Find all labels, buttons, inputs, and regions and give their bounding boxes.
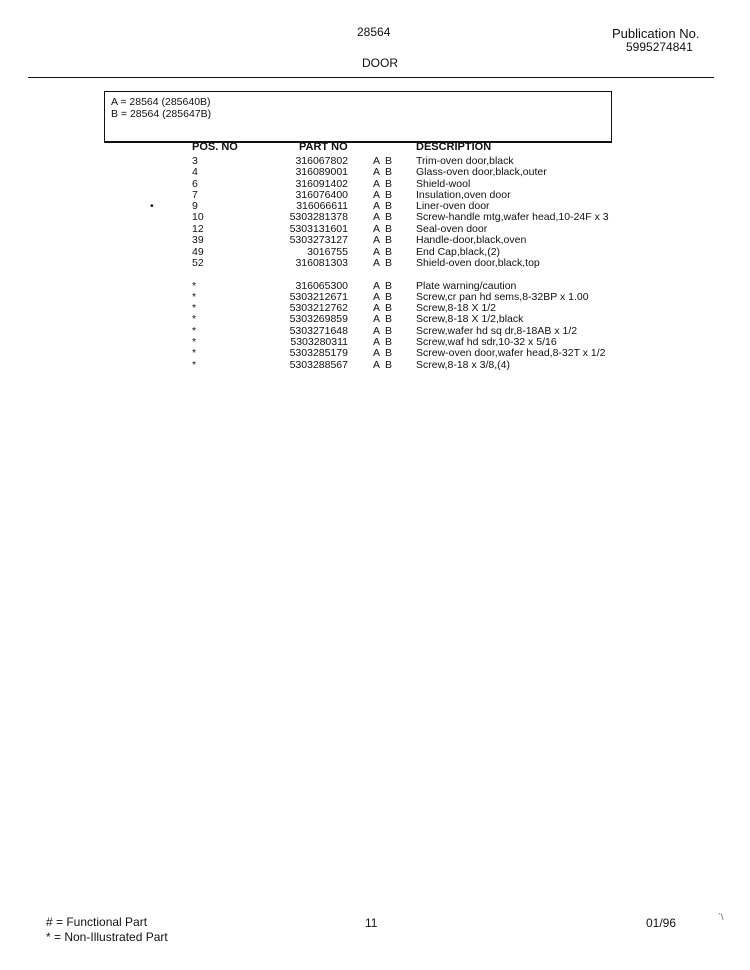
table-header-divider [104, 142, 612, 143]
model-b-flag: B [385, 257, 393, 269]
table-row [0, 258, 750, 269]
model-a-flag: A [373, 155, 381, 167]
part-description: Screw-oven door,wafer head,8-32T x 1/2 [416, 347, 606, 359]
pos-number: 3 [192, 155, 198, 167]
table-row [0, 167, 750, 178]
pos-number: 52 [192, 257, 204, 269]
model-b-flag: B [385, 291, 393, 303]
pos-number: * [192, 280, 197, 292]
model-b-flag: B [385, 246, 393, 258]
model-a-flag: A [373, 223, 381, 235]
model-a-flag: A [373, 166, 381, 178]
pos-number: 9 [192, 200, 198, 212]
model-b-flag: B [385, 302, 393, 314]
publication-label: Publication No. [612, 26, 700, 41]
model-a-flag: A [373, 189, 381, 201]
model-a-flag: A [373, 280, 381, 292]
pos-number: 6 [192, 178, 198, 190]
pos-number: 49 [192, 246, 204, 258]
part-description: Shield-oven door,black,top [416, 257, 540, 269]
part-number: 5303131601 [289, 223, 348, 235]
model-b-flag: B [385, 211, 393, 223]
model-b-flag: B [385, 223, 393, 235]
part-description: Screw,cr pan hd sems,8-32BP x 1.00 [416, 291, 589, 303]
table-row [0, 235, 750, 246]
model-a-flag: A [373, 257, 381, 269]
column-header-part: PART NO [299, 141, 348, 153]
table-row [0, 212, 750, 223]
pos-number: * [192, 291, 197, 303]
part-description: Shield-wool [416, 178, 471, 190]
part-number: 316091402 [295, 178, 348, 190]
model-a-flag: A [373, 347, 381, 359]
model-b-flag: B [385, 359, 393, 371]
part-number: 5303280311 [290, 336, 348, 348]
part-description: Screw,8-18 X 1/2 [416, 302, 496, 314]
publication-date: 01/96 [646, 916, 677, 930]
part-number: 5303285179 [289, 347, 348, 359]
column-header-pos: POS. NO [192, 141, 238, 153]
model-a-flag: A [373, 302, 381, 314]
part-description: Screw,8-18 x 3/8,(4) [416, 359, 510, 371]
pos-number: 10 [192, 211, 204, 223]
part-number: 5303212762 [289, 302, 348, 314]
model-a-flag: A [373, 211, 381, 223]
legend-functional-part: # = Functional Part [46, 915, 148, 929]
model-b-flag: B [385, 325, 393, 337]
part-description: Handle-door,black,oven [416, 234, 527, 246]
part-description: Screw,waf hd sdr,10-32 x 5/16 [416, 336, 557, 348]
model-b-flag: B [385, 234, 393, 246]
part-description: Screw-handle mtg,wafer head,10-24F x 3 [416, 211, 609, 223]
model-a-flag: A [373, 325, 381, 337]
pos-number: 12 [192, 223, 204, 235]
model-b-flag: B [385, 155, 393, 167]
model-a-flag: A [373, 291, 381, 303]
model-a-flag: A [373, 234, 381, 246]
part-number: 5303212671 [289, 291, 348, 303]
part-number: 316066611 [296, 200, 348, 212]
row-marker: • [150, 200, 154, 212]
part-description: Liner-oven door [416, 200, 490, 212]
legend-non-illustrated-part: * = Non-Illustrated Part [46, 930, 168, 944]
part-description: Glass-oven door,black,outer [416, 166, 547, 178]
model-b-flag: B [385, 166, 393, 178]
pos-number: 7 [192, 189, 198, 201]
model-b-flag: B [385, 189, 393, 201]
part-description: Trim-oven door,black [416, 155, 514, 167]
model-a-flag: A [373, 359, 381, 371]
page-number: 11 [365, 916, 378, 930]
pos-number: * [192, 347, 197, 359]
table-row [0, 360, 750, 371]
header-divider [28, 77, 714, 78]
model-b-flag: B [385, 347, 393, 359]
pos-number: * [192, 313, 197, 325]
model-a-flag: A [373, 336, 381, 348]
model-line-b: B = 28564 (285647B) [111, 108, 212, 120]
model-b-flag: B [385, 280, 393, 292]
part-description: Plate warning/caution [416, 280, 517, 292]
pos-number: * [192, 336, 197, 348]
part-number: 316089001 [295, 166, 348, 178]
pos-number: * [192, 359, 197, 371]
column-header-description: DESCRIPTION [416, 141, 492, 153]
pos-number: 4 [192, 166, 198, 178]
model-b-flag: B [385, 178, 393, 190]
model-b-flag: B [385, 336, 393, 348]
pos-number: * [192, 302, 197, 314]
model-a-flag: A [373, 178, 381, 190]
part-number: 316067802 [295, 155, 348, 167]
pos-number: 39 [192, 234, 204, 246]
part-number: 5303271648 [289, 325, 348, 337]
part-number: 316065300 [295, 280, 348, 292]
part-description: Screw,8-18 X 1/2,black [416, 313, 524, 325]
part-number: 5303269859 [289, 313, 348, 325]
model-b-flag: B [385, 313, 393, 325]
model-legend-box [104, 91, 612, 142]
part-description: End Cap,black,(2) [416, 246, 501, 258]
section-title: DOOR [362, 56, 398, 70]
table-row [0, 348, 750, 359]
part-number: 5303273127 [289, 234, 348, 246]
model-line-a: A = 28564 (285640B) [111, 96, 211, 108]
part-description: Seal-oven door [416, 223, 488, 235]
model-b-flag: B [385, 200, 393, 212]
scan-artifact-mark: `\ [718, 912, 724, 922]
part-number: 316076400 [295, 189, 348, 201]
part-number: 5303288567 [289, 359, 348, 371]
model-a-flag: A [373, 313, 381, 325]
part-number: 3016755 [307, 246, 348, 258]
model-a-flag: A [373, 200, 381, 212]
part-number: 316081303 [295, 257, 348, 269]
part-description: Screw,wafer hd sq dr,8-18AB x 1/2 [416, 325, 578, 337]
model-number: 28564 [357, 25, 391, 39]
publication-number: 5995274841 [626, 40, 693, 54]
part-number: 5303281378 [289, 211, 348, 223]
table-row [0, 314, 750, 325]
model-a-flag: A [373, 246, 381, 258]
part-description: Insulation,oven door [416, 189, 511, 201]
pos-number: * [192, 325, 197, 337]
